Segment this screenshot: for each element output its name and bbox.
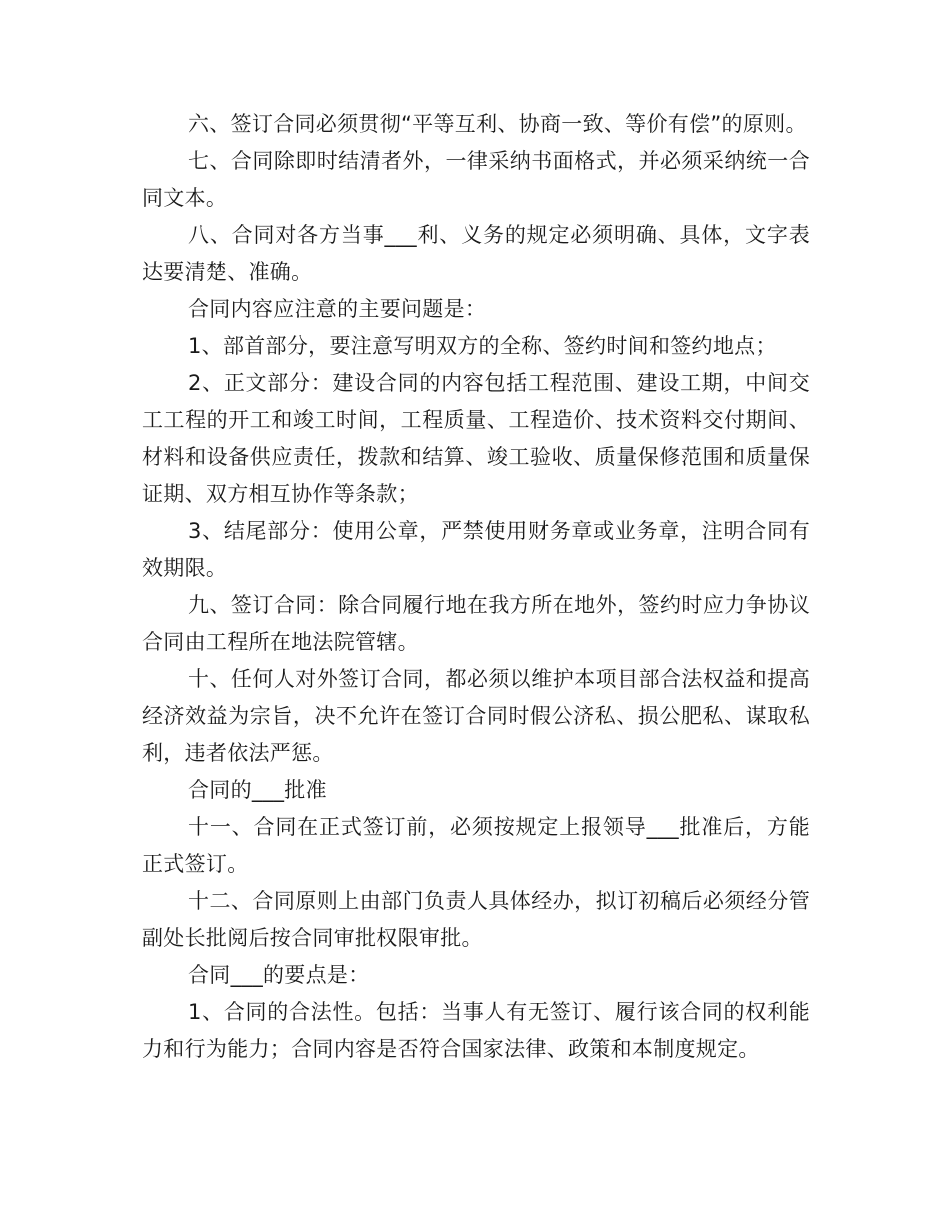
content-item-1: 1、部首部分，要注意写明双方的全称、签约时间和签约地点；: [188, 334, 777, 358]
clause-8: 八、合同对各方当事___利、义务的规定必须明确、具体，文字表达要清楚、准确。: [142, 223, 810, 284]
clause-7: 七、合同除即时结清者外，一律采纳书面格式，并必须采纳统一合同文本。: [142, 149, 810, 210]
content-item-3: 3、结尾部分：使用公章，严禁使用财务章或业务章，注明合同有效期限。: [142, 519, 810, 580]
clause-6: 六、签订合同必须贯彻“平等互利、协商一致、等价有偿”的原则。: [188, 112, 807, 136]
document-body: [142, 106, 810, 1068]
content-item-2: 2、正文部分：建设合同的内容包括工程范围、建设工期，中间交工工程的开工和竣工时间，工程质量、工程造价、技术资料交付期间、材料和设备供应责任，拨款和结算、竣工验收、质量保修范围和质量保证期、双方相互协作等条款；: [142, 371, 810, 506]
section-heading-key-points: 合同___的要点是：: [188, 963, 370, 987]
clause-11: 十一、合同在正式签订前，必须按规定上报领导___批准后，方能正式签订。: [142, 815, 810, 876]
clause-10: 十、任何人对外签订合同，都必须以维护本项目部合法权益和提高经济效益为宗旨，决不允许在签订合同时假公济私、损公肥私、谋取私利，违者依法严惩。: [142, 667, 810, 765]
clause-9: 九、签订合同：除合同履行地在我方所在地外，签约时应力争协议合同由工程所在地法院管辖。: [142, 593, 810, 654]
clause-12: 十二、合同原则上由部门负责人具体经办，拟订初稿后必须经分管副处长批阅后按合同审批权限审批。: [142, 889, 810, 950]
key-point-1: 1、合同的合法性。包括：当事人有无签订、履行该合同的权利能力和行为能力；合同内容是否符合国家法律、政策和本制度规定。: [142, 1000, 810, 1061]
section-heading-contract-content: 合同内容应注意的主要问题是：: [188, 297, 487, 321]
section-heading-approval: 合同的___批准: [188, 778, 327, 802]
